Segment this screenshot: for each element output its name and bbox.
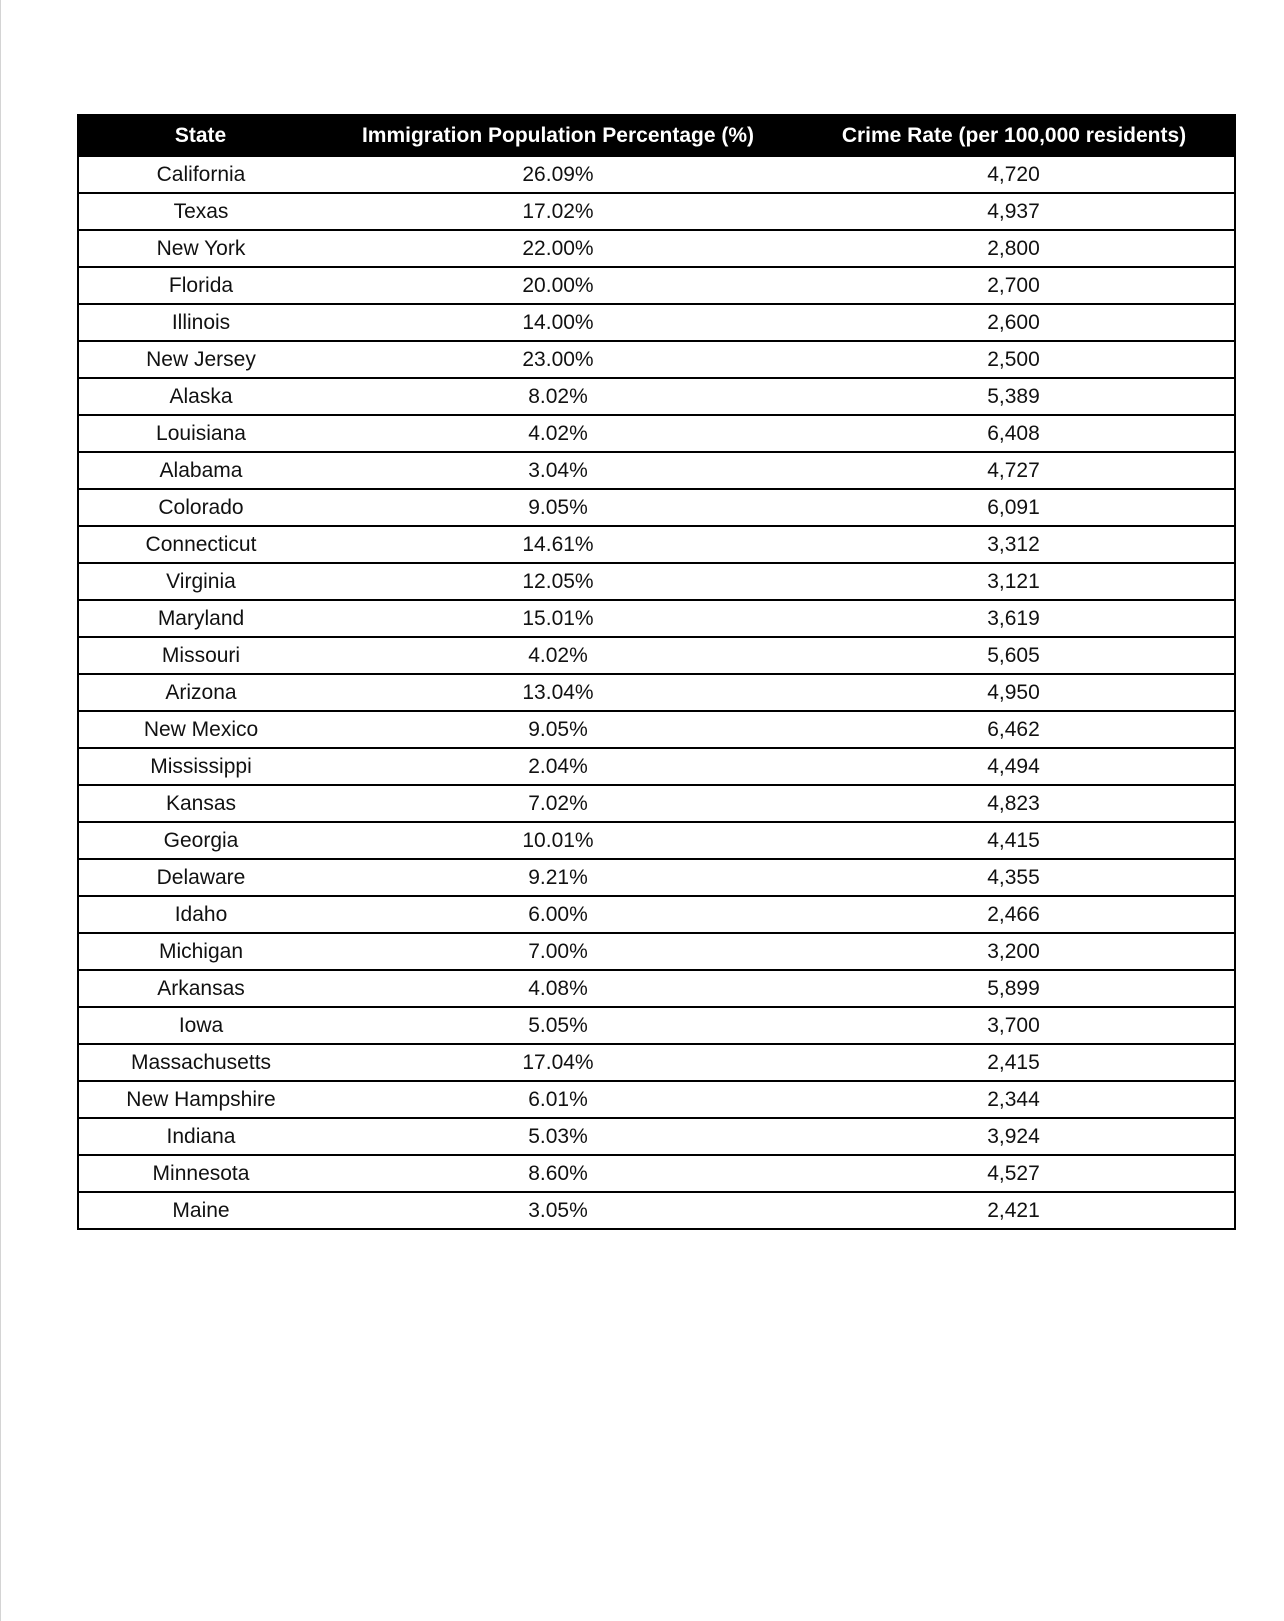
- table-row: [78, 415, 1235, 452]
- cell-immigration-percentage: 26.09%: [323, 156, 793, 193]
- cell-state: New Jersey: [78, 341, 323, 378]
- cell-crime-rate: 2,344: [793, 1081, 1235, 1118]
- table-row: [78, 1118, 1235, 1155]
- cell-immigration-percentage: 3.04%: [323, 452, 793, 489]
- cell-immigration-percentage: 12.05%: [323, 563, 793, 600]
- table-body: [78, 156, 1235, 1229]
- table-row: [78, 933, 1235, 970]
- header-crime-rate: Crime Rate (per 100,000 residents): [793, 115, 1235, 156]
- cell-immigration-percentage: 9.05%: [323, 711, 793, 748]
- cell-state: New York: [78, 230, 323, 267]
- table-row: [78, 156, 1235, 193]
- cell-crime-rate: 2,466: [793, 896, 1235, 933]
- cell-state: Alaska: [78, 378, 323, 415]
- cell-state: Kansas: [78, 785, 323, 822]
- table-row: [78, 489, 1235, 526]
- cell-immigration-percentage: 13.04%: [323, 674, 793, 711]
- cell-state: Arizona: [78, 674, 323, 711]
- cell-immigration-percentage: 17.02%: [323, 193, 793, 230]
- header-immigration-percentage: Immigration Population Percentage (%): [323, 115, 793, 156]
- cell-crime-rate: 2,700: [793, 267, 1235, 304]
- cell-immigration-percentage: 23.00%: [323, 341, 793, 378]
- cell-state: Maryland: [78, 600, 323, 637]
- cell-crime-rate: 6,091: [793, 489, 1235, 526]
- cell-crime-rate: 4,355: [793, 859, 1235, 896]
- cell-immigration-percentage: 14.00%: [323, 304, 793, 341]
- cell-state: Colorado: [78, 489, 323, 526]
- cell-state: Virginia: [78, 563, 323, 600]
- cell-crime-rate: 3,121: [793, 563, 1235, 600]
- cell-immigration-percentage: 7.02%: [323, 785, 793, 822]
- cell-crime-rate: 4,937: [793, 193, 1235, 230]
- cell-crime-rate: 4,494: [793, 748, 1235, 785]
- table-row: [78, 267, 1235, 304]
- table-row: [78, 785, 1235, 822]
- table-row: [78, 193, 1235, 230]
- cell-crime-rate: 3,924: [793, 1118, 1235, 1155]
- cell-crime-rate: 2,600: [793, 304, 1235, 341]
- table-row: [78, 1081, 1235, 1118]
- cell-immigration-percentage: 2.04%: [323, 748, 793, 785]
- table-row: [78, 1007, 1235, 1044]
- cell-immigration-percentage: 17.04%: [323, 1044, 793, 1081]
- page-edge: [0, 0, 1, 1621]
- cell-immigration-percentage: 6.01%: [323, 1081, 793, 1118]
- cell-state: Idaho: [78, 896, 323, 933]
- cell-immigration-percentage: 8.02%: [323, 378, 793, 415]
- table-row: [78, 341, 1235, 378]
- cell-crime-rate: 2,415: [793, 1044, 1235, 1081]
- cell-immigration-percentage: 4.02%: [323, 637, 793, 674]
- cell-immigration-percentage: 5.03%: [323, 1118, 793, 1155]
- cell-state: Connecticut: [78, 526, 323, 563]
- cell-state: New Hampshire: [78, 1081, 323, 1118]
- cell-immigration-percentage: 22.00%: [323, 230, 793, 267]
- cell-immigration-percentage: 10.01%: [323, 822, 793, 859]
- cell-state: Massachusetts: [78, 1044, 323, 1081]
- cell-crime-rate: 4,527: [793, 1155, 1235, 1192]
- cell-crime-rate: 4,720: [793, 156, 1235, 193]
- cell-state: California: [78, 156, 323, 193]
- table-row: [78, 822, 1235, 859]
- table-row: [78, 526, 1235, 563]
- table-header: [78, 115, 1235, 156]
- cell-immigration-percentage: 9.05%: [323, 489, 793, 526]
- state-data-table: [77, 114, 1236, 1230]
- table-row: [78, 304, 1235, 341]
- table-row: [78, 452, 1235, 489]
- cell-crime-rate: 4,823: [793, 785, 1235, 822]
- cell-crime-rate: 2,500: [793, 341, 1235, 378]
- cell-crime-rate: 5,605: [793, 637, 1235, 674]
- cell-immigration-percentage: 9.21%: [323, 859, 793, 896]
- table-row: [78, 674, 1235, 711]
- cell-immigration-percentage: 4.08%: [323, 970, 793, 1007]
- cell-crime-rate: 2,800: [793, 230, 1235, 267]
- table-row: [78, 637, 1235, 674]
- cell-state: Maine: [78, 1192, 323, 1229]
- cell-state: New Mexico: [78, 711, 323, 748]
- cell-crime-rate: 3,619: [793, 600, 1235, 637]
- table-row: [78, 748, 1235, 785]
- table-row: [78, 563, 1235, 600]
- cell-state: Michigan: [78, 933, 323, 970]
- cell-immigration-percentage: 14.61%: [323, 526, 793, 563]
- cell-state: Arkansas: [78, 970, 323, 1007]
- cell-immigration-percentage: 6.00%: [323, 896, 793, 933]
- cell-crime-rate: 3,312: [793, 526, 1235, 563]
- table-row: [78, 1192, 1235, 1229]
- cell-state: Delaware: [78, 859, 323, 896]
- cell-state: Illinois: [78, 304, 323, 341]
- cell-crime-rate: 6,408: [793, 415, 1235, 452]
- cell-state: Texas: [78, 193, 323, 230]
- cell-immigration-percentage: 3.05%: [323, 1192, 793, 1229]
- table-row: [78, 711, 1235, 748]
- cell-crime-rate: 5,899: [793, 970, 1235, 1007]
- cell-immigration-percentage: 20.00%: [323, 267, 793, 304]
- cell-state: Iowa: [78, 1007, 323, 1044]
- table-row: [78, 1044, 1235, 1081]
- cell-immigration-percentage: 15.01%: [323, 600, 793, 637]
- table-row: [78, 230, 1235, 267]
- header-state: State: [78, 115, 323, 156]
- cell-crime-rate: 4,727: [793, 452, 1235, 489]
- cell-crime-rate: 3,200: [793, 933, 1235, 970]
- cell-state: Mississippi: [78, 748, 323, 785]
- cell-state: Florida: [78, 267, 323, 304]
- cell-state: Indiana: [78, 1118, 323, 1155]
- table-row: [78, 378, 1235, 415]
- cell-crime-rate: 4,415: [793, 822, 1235, 859]
- table-row: [78, 600, 1235, 637]
- table-row: [78, 859, 1235, 896]
- cell-state: Louisiana: [78, 415, 323, 452]
- cell-crime-rate: 4,950: [793, 674, 1235, 711]
- cell-immigration-percentage: 8.60%: [323, 1155, 793, 1192]
- table-row: [78, 1155, 1235, 1192]
- cell-crime-rate: 3,700: [793, 1007, 1235, 1044]
- header-row: [78, 115, 1235, 156]
- cell-crime-rate: 2,421: [793, 1192, 1235, 1229]
- cell-crime-rate: 6,462: [793, 711, 1235, 748]
- cell-state: Minnesota: [78, 1155, 323, 1192]
- cell-state: Missouri: [78, 637, 323, 674]
- cell-immigration-percentage: 4.02%: [323, 415, 793, 452]
- cell-state: Alabama: [78, 452, 323, 489]
- cell-state: Georgia: [78, 822, 323, 859]
- cell-immigration-percentage: 5.05%: [323, 1007, 793, 1044]
- cell-crime-rate: 5,389: [793, 378, 1235, 415]
- table-row: [78, 970, 1235, 1007]
- cell-immigration-percentage: 7.00%: [323, 933, 793, 970]
- table-row: [78, 896, 1235, 933]
